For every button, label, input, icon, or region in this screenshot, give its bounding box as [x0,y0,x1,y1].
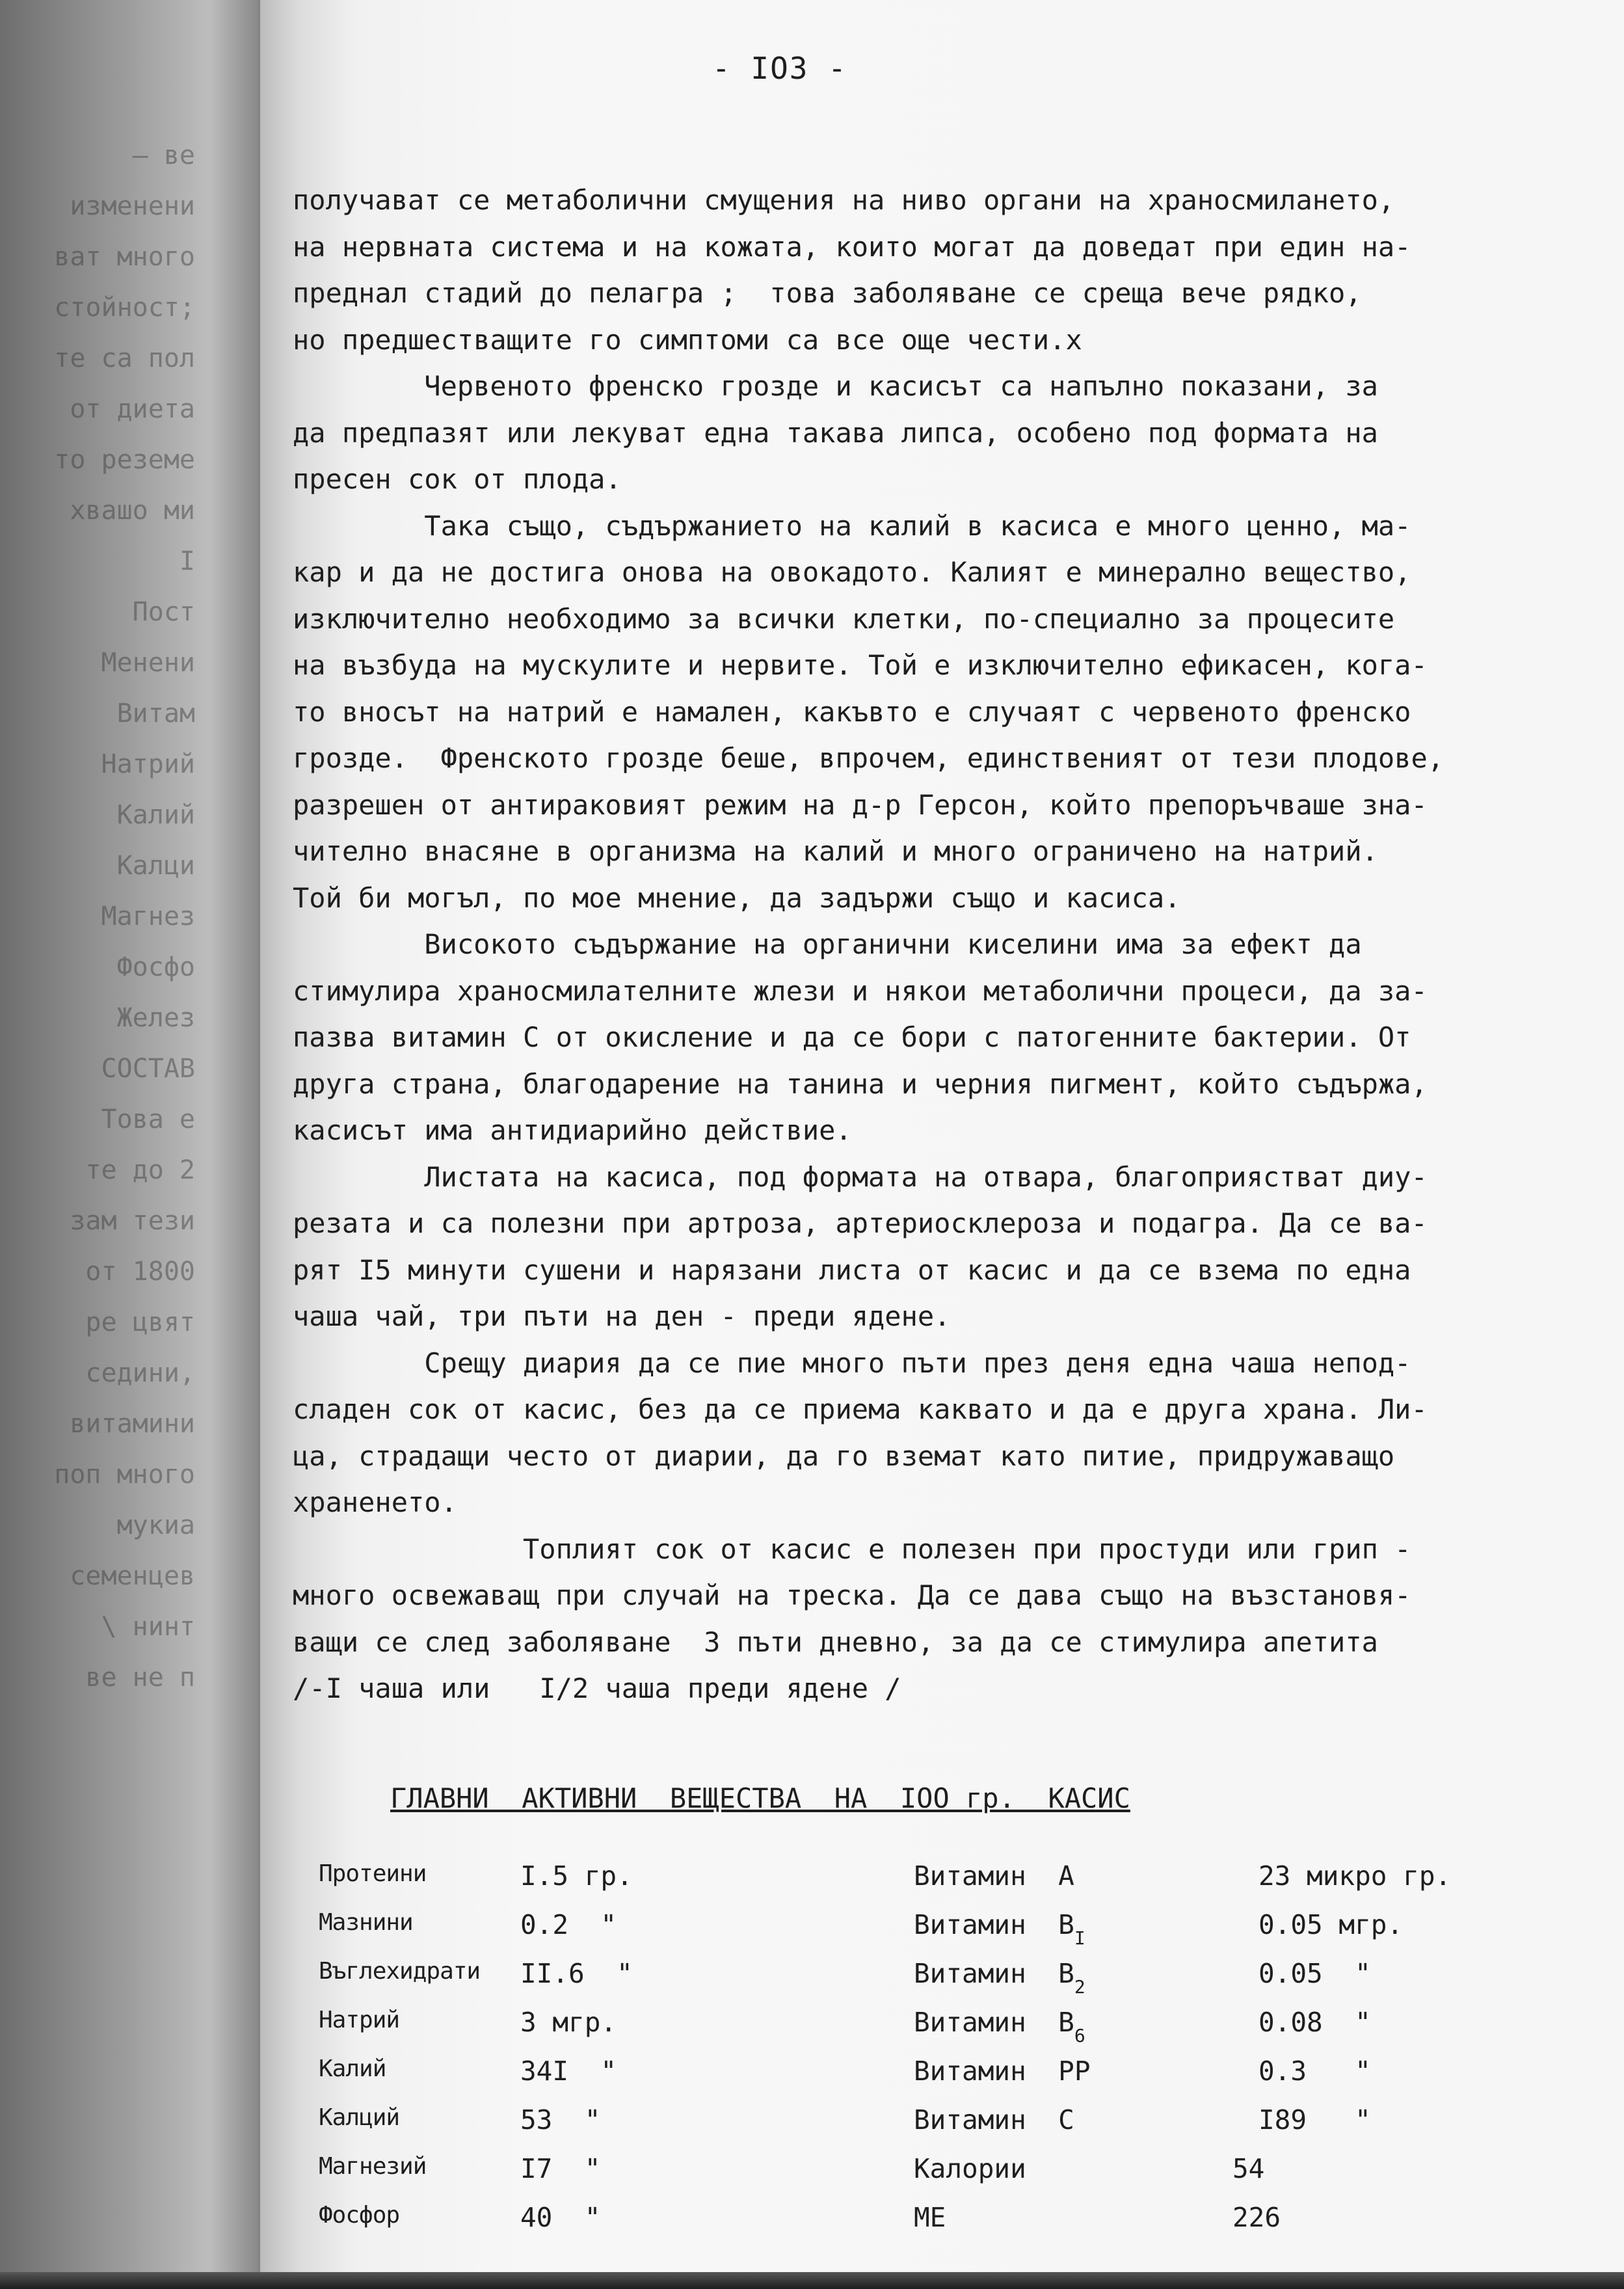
left-page-line: Пост [132,597,195,627]
vitamin-value: 0.08 " [1258,2007,1371,2038]
text-line: /-I чаша или I/2 чаша преди ядене / [293,1672,901,1704]
left-page-line: от диета [70,394,195,424]
vitamin-value: I89 " [1258,2104,1371,2135]
vitamin-name-text: Витамин С [914,2104,1074,2135]
text-line: разрешен от антираковият режим на д-р Герсон, който препоръчваше зна- [293,788,1428,821]
left-page-line: те до 2 [85,1155,195,1185]
text-line: рят I5 минути сушени и нарязани листа от касис и да се взема по една [293,1253,1411,1286]
left-page-line: зам тези [70,1206,195,1236]
left-page-line: Калий [116,800,195,830]
text-line: друга страна, благодарение на танина и черния пигмент, който съдържа, [293,1067,1428,1100]
page-bottom-edge [0,2272,1624,2289]
nutrient-value: 53 " [520,2104,601,2135]
vitamin-value: 0.05 " [1258,1958,1371,1989]
text-line: Червеното френско грозде и касисът са напълно показани, за [293,370,1378,402]
table-row [0,2202,1624,2241]
table-row [0,2055,1624,2095]
left-page-line: ве не п [85,1663,195,1693]
vitamin-subscript: 6 [1074,2025,1085,2046]
vitamin-value: 23 микро гр. [1258,1860,1452,1892]
text-line: чаша чай, три пъти на ден - преди ядене. [293,1300,951,1332]
text-line: да предпазят или лекуват една такава липса, особено под формата на [293,416,1378,449]
left-page-line: – ве [132,141,195,170]
text-line: то вносът на натрий е намален, какъвто е случаят с червеното френско [293,695,1411,728]
text-line: пресен сок от плода. [293,463,622,495]
left-page-fragment [0,130,195,1693]
left-page-line: ре цвят [85,1307,195,1337]
text-line: изключително необходимо за всички клетки, по-специално за процесите [293,602,1395,635]
text-line: на нервната система и на кожата, които могат да доведат при един на- [293,230,1411,263]
body-text [293,177,1561,1712]
left-page-line: Това е [101,1104,195,1134]
text-line: Листата на касиса, под формата на отвара, благоприястват диу- [293,1160,1428,1193]
paragraph [293,177,1561,363]
paragraph [293,921,1561,1154]
vitamin-name [914,1860,1074,1892]
vitamin-name-text: Витамин В [914,2007,1074,2038]
paragraph [293,503,1561,922]
table-title: ГЛАВНИ АКТИВНИ ВЕЩЕСТВА НА IOO гр. КАСИС [390,1782,1130,1814]
text-line: резата и са полезни при артроза, артериосклероза и подагра. Да се ва- [293,1207,1428,1239]
left-page-line: Менени [101,648,195,678]
nutrient-value: I.5 гр. [520,1860,633,1892]
vitamin-value: 0.3 " [1258,2055,1371,2087]
left-page-line: I [179,546,195,576]
vitamin-name [914,2202,946,2233]
page-number: - IO3 - [712,51,847,86]
left-page-line: то реземе [54,445,195,475]
vitamin-value: 54 [1232,2153,1265,2184]
nutrient-value: 3 мгр. [520,2007,617,2038]
nutrient-value: II.6 " [520,1958,633,1989]
left-page-line: Фосфо [116,952,195,982]
text-line: кар и да не достига онова на овокадото. Калият е минерално вещество, [293,556,1411,588]
paragraph [293,1340,1561,1526]
vitamin-name [914,2007,1085,2046]
vitamin-subscript: I [1074,1927,1085,1949]
left-page-line: семенцев [70,1561,195,1591]
left-page-line: Витам [116,699,195,729]
text-line: Срещу диария да се пие много пъти през деня една чаша непод- [293,1346,1411,1379]
table-row [0,2104,1624,2143]
text-line: преднал стадий до пелагра ; това заболяване се среща вече рядко, [293,277,1362,309]
table-row [0,1860,1624,1899]
nutrient-name: Калий [319,2055,386,2082]
text-line: касисът има антидиарийно действие. [293,1114,852,1146]
vitamin-name [914,2055,1091,2087]
left-page-line: ват много [54,242,195,272]
text-line: много освежаващ при случай на треска. Да се дава също на възстановя- [293,1579,1411,1611]
left-page-line: хвашо ми [70,496,195,526]
nutrient-value: 40 " [520,2202,601,2233]
table-row [0,1958,1624,1997]
text-line: храненето. [293,1486,457,1518]
paragraph [293,1526,1561,1712]
left-page-line: Натрий [101,749,195,779]
text-line: грозде. Френското грозде беше, впрочем, единственият от тези плодове, [293,742,1444,774]
left-page-line: стойност; [54,293,195,323]
left-page-line: витамини [70,1409,195,1439]
text-line: Високото съдържание на органични киселини има за ефект да [293,928,1362,960]
left-page-line: изменени [70,191,195,221]
paragraph [293,1154,1561,1340]
left-page-line: СОСТАВ [101,1054,195,1084]
nutrient-value: I7 " [520,2153,601,2184]
nutrient-name: Магнезий [319,2153,427,2180]
vitamin-name-text: МЕ [914,2202,946,2233]
text-line: чително внасяне в организма на калий и много ограничено на натрий. [293,835,1378,867]
table-row [0,2007,1624,2046]
vitamin-subscript: 2 [1074,1976,1085,1998]
vitamin-name-text: Калории [914,2153,1026,2184]
vitamin-name [914,2104,1074,2135]
left-page-line: \ нинт [101,1612,195,1642]
text-line: сладен сок от касис, без да се приема каквато и да е друга храна. Ли- [293,1393,1428,1425]
text-line: но предшестващите го симптоми са все още чести.х [293,323,1082,356]
text-line: Той би могъл, по мое мнение, да задържи също и касиса. [293,881,1181,914]
text-line: ца, страдащи често от диарии, да го вземат като питие, придружаващо [293,1439,1395,1472]
text-line: Така също, съдържанието на калий в касиса е много ценно, ма- [293,509,1411,542]
vitamin-value: 226 [1232,2202,1281,2233]
vitamin-name-text: Витамин В [914,1958,1074,1989]
vitamin-name [914,1909,1085,1949]
table-row [0,2153,1624,2192]
text-line: получават се метаболични смущения на ниво органи на храносмилането, [293,184,1395,216]
left-page-line: Магнез [101,902,195,931]
nutrient-value: 34I " [520,2055,617,2087]
nutrient-name: Натрий [319,2007,400,2033]
vitamin-name-text: Витамин PP [914,2055,1091,2087]
table-row [0,1909,1624,1948]
nutrient-name: Мазнини [319,1909,413,1936]
left-page-line: Калци [116,851,195,881]
nutrient-name: Въглехидрати [319,1958,481,1985]
vitamin-name-text: Витамин А [914,1860,1074,1892]
nutrient-name: Калций [319,2104,400,2131]
nutrient-name: Фосфор [319,2202,400,2229]
left-page-line: поп много [54,1460,195,1490]
text-line: Топлият сок от касис е полезен при простуди или грип - [293,1533,1411,1565]
text-line: на възбуда на мускулите и нервите. Той е изключително ефикасен, кога- [293,649,1428,681]
vitamin-value: 0.05 мгр. [1258,1909,1404,1940]
vitamin-name-text: Витамин В [914,1909,1074,1940]
left-page-line: от 1800 [85,1257,195,1287]
vitamin-name [914,2153,1026,2184]
left-page-line: Желез [116,1003,195,1033]
vitamin-name [914,1958,1085,1998]
text-line: стимулира храносмилателните жлези и някои метаболични процеси, да за- [293,974,1428,1007]
paragraph [293,363,1561,503]
text-line: пазва витамин С от окисление и да се бори с патогенните бактерии. От [293,1021,1411,1053]
left-page-line: мукиа [116,1510,195,1540]
left-page-line: те са пол [54,343,195,373]
text-line: ващи се след заболяване 3 пъти дневно, за да се стимулира апетита [293,1626,1378,1658]
nutrient-name: Протеини [319,1860,427,1887]
left-page-line: седини, [85,1358,195,1388]
nutrient-value: 0.2 " [520,1909,617,1940]
